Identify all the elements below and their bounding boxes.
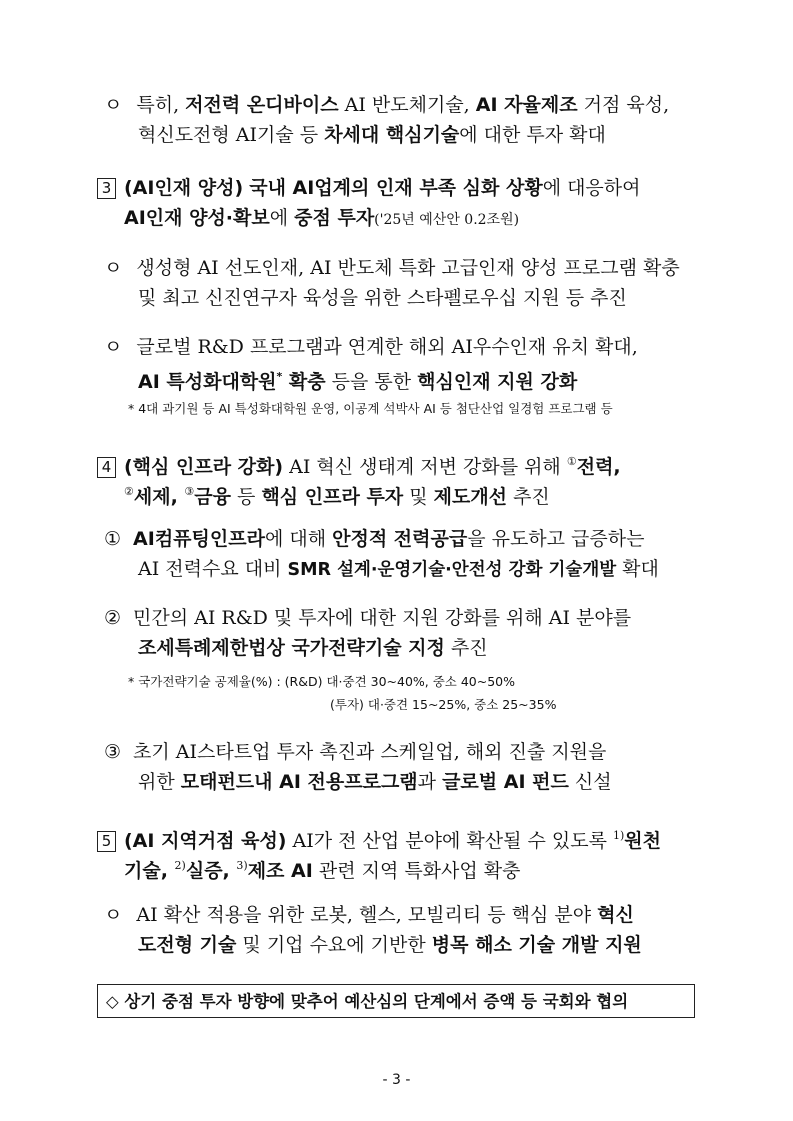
section3-bullet2-line1: ㅇ 글로벌 R&D 프로그램과 연계한 해외 AI우수인재 유치 확대, bbox=[104, 336, 638, 358]
section4-item2-line1: ② 민간의 AI R&D 및 투자에 대한 지원 강화를 위해 AI 분야를 bbox=[104, 607, 632, 629]
item-number: ③ bbox=[104, 741, 122, 763]
section4-item2-note1: * 국가전략기술 공제율(%) : (R&D) 대·중견 30~40%, 중소 40~50% bbox=[128, 674, 516, 689]
section5-heading-line1: 5 (AI 지역거점 육성) AI가 전 산업 분야에 확산될 수 있도록 $^{1)}$원천 bbox=[97, 824, 661, 853]
section4-heading-line2: ②세제, ③금융 등 핵심 인프라 투자 및 제도개선 추진 bbox=[124, 485, 550, 508]
section5-heading-line2: 기술, $^{2)}$실증, $^{3)}$제조 AI 관련 지역 특화사업 확충 bbox=[124, 859, 521, 882]
item-number: ② bbox=[104, 607, 122, 629]
summary-box: ◇ 상기 중점 투자 방향에 맞추어 예산심의 단계에서 증액 등 국회와 협의 bbox=[97, 984, 695, 1018]
bullet-marker: ㅇ bbox=[104, 257, 123, 279]
page-number: - 3 - bbox=[382, 1072, 411, 1088]
section4-item2-note2: (투자) 대·중견 15~25%, 중소 25~35% bbox=[330, 697, 557, 712]
section4-item1-line1: ① AI컴퓨팅인프라에 대해 안정적 전력공급을 유도하고 급증하는 bbox=[104, 528, 645, 550]
section3-heading-line1: 3 (AI인재 양성) 국내 AI업계의 인재 부족 심화 상황에 대응하여 bbox=[97, 176, 641, 200]
section3-bullet1-line2: 및 최고 신진연구자 육성을 위한 스타펠로우십 지원 등 추진 bbox=[138, 287, 627, 309]
section-number-box: 3 bbox=[97, 178, 116, 199]
section3-bullet1-line1: ㅇ 생성형 AI 선도인재, AI 반도체 특화 고급인재 양성 프로그램 확충 bbox=[104, 257, 680, 279]
section5-bullet1-line1: ㅇ AI 확산 적용을 위한 로봇, 헬스, 모빌리티 등 핵심 분야 혁신 bbox=[104, 904, 634, 926]
item-number: ① bbox=[104, 528, 122, 550]
section3-footnote: * 4대 과기원 등 AI 특성화대학원 운영, 이공계 석박사 AI 등 첨단산업 일경험 프로그램 등 bbox=[128, 401, 613, 416]
section4-item3-line1: ③ 초기 AI스타트업 투자 촉진과 스케일업, 해외 진출 지원을 bbox=[104, 741, 607, 763]
p1-line1: ㅇ 특히, 저전력 온디바이스 AI 반도체기술, AI 자율제조 거점 육성, bbox=[104, 94, 670, 116]
section3-heading-line2: AI인재 양성·확보에 중점 투자('25년 예산안 0.2조원) bbox=[124, 207, 520, 229]
section-number-box: 4 bbox=[97, 457, 116, 478]
section-number-box: 5 bbox=[97, 831, 116, 852]
bullet-marker: ㅇ bbox=[104, 336, 123, 358]
p1-line2: 혁신도전형 AI기술 등 차세대 핵심기술에 대한 투자 확대 bbox=[138, 124, 606, 146]
section4-item3-line2: 위한 모태펀드내 AI 전용프로그램과 글로벌 AI 펀드 신설 bbox=[138, 771, 612, 793]
section5-bullet1-line2: 도전형 기술 및 기업 수요에 기반한 병목 해소 기술 개발 지원 bbox=[138, 934, 642, 956]
section3-bullet2-line2: AI 특성화대학원* 확충 등을 통한 핵심인재 지원 강화 bbox=[138, 370, 578, 393]
section4-item2-line2: 조세특례제한법상 국가전략기술 지정 추진 bbox=[138, 637, 488, 659]
bullet-marker: ㅇ bbox=[104, 94, 123, 116]
section4-heading-line1: 4 (핵심 인프라 강화) AI 혁신 생태계 저변 강화를 위해 ①전력, bbox=[97, 450, 621, 479]
bullet-marker: ㅇ bbox=[104, 904, 123, 926]
section4-item1-line2: AI 전력수요 대비 SMR 설계·운영기술·안전성 강화 기술개발 확대 bbox=[138, 558, 659, 580]
